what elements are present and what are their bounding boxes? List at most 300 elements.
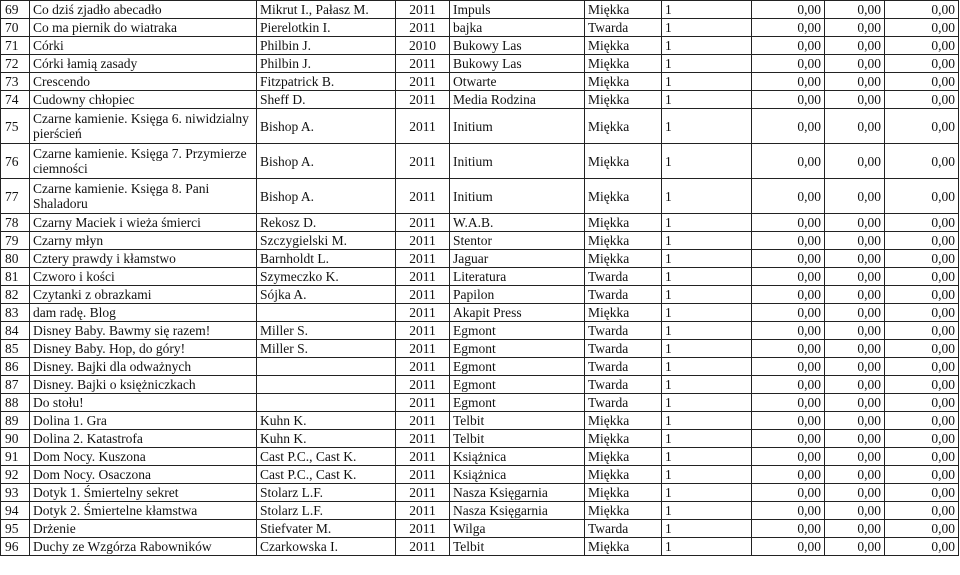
book-title: Co dziś zjadło abecadło xyxy=(30,1,257,19)
amount-2: 0,00 xyxy=(825,448,885,466)
book-title: Disney. Bajki o księżniczkach xyxy=(30,376,257,394)
book-title: Cudowny chłopiec xyxy=(30,91,257,109)
book-title: Co ma piernik do wiatraka xyxy=(30,19,257,37)
book-title: Disney. Bajki dla odważnych xyxy=(30,358,257,376)
amount-3: 0,00 xyxy=(885,1,959,19)
binding-type: Miękka xyxy=(585,250,662,268)
row-number: 70 xyxy=(1,19,30,37)
amount-2: 0,00 xyxy=(825,286,885,304)
amount-2: 0,00 xyxy=(825,37,885,55)
amount-2: 0,00 xyxy=(825,179,885,214)
row-number: 86 xyxy=(1,358,30,376)
quantity: 1 xyxy=(662,520,752,538)
amount-3: 0,00 xyxy=(885,73,959,91)
book-author: Stolarz L.F. xyxy=(257,484,396,502)
amount-3: 0,00 xyxy=(885,37,959,55)
publication-year: 2011 xyxy=(396,520,450,538)
publisher: Egmont xyxy=(450,340,585,358)
amount-1: 0,00 xyxy=(752,538,825,556)
amount-1: 0,00 xyxy=(752,376,825,394)
book-author: Cast P.C., Cast K. xyxy=(257,466,396,484)
quantity: 1 xyxy=(662,268,752,286)
publisher: Bukowy Las xyxy=(450,37,585,55)
amount-1: 0,00 xyxy=(752,520,825,538)
amount-3: 0,00 xyxy=(885,340,959,358)
quantity: 1 xyxy=(662,358,752,376)
book-author: Miller S. xyxy=(257,322,396,340)
binding-type: Miękka xyxy=(585,538,662,556)
row-number: 83 xyxy=(1,304,30,322)
amount-1: 0,00 xyxy=(752,1,825,19)
binding-type: Twarda xyxy=(585,376,662,394)
amount-2: 0,00 xyxy=(825,520,885,538)
amount-1: 0,00 xyxy=(752,286,825,304)
row-number: 74 xyxy=(1,91,30,109)
book-title: Drżenie xyxy=(30,520,257,538)
book-author: Bishop A. xyxy=(257,179,396,214)
publisher: Literatura xyxy=(450,268,585,286)
publication-year: 2011 xyxy=(396,538,450,556)
amount-2: 0,00 xyxy=(825,466,885,484)
publication-year: 2011 xyxy=(396,484,450,502)
book-title: Crescendo xyxy=(30,73,257,91)
amount-2: 0,00 xyxy=(825,502,885,520)
book-author: Philbin J. xyxy=(257,37,396,55)
amount-2: 0,00 xyxy=(825,91,885,109)
book-title: Córki łamią zasady xyxy=(30,55,257,73)
quantity: 1 xyxy=(662,250,752,268)
quantity: 1 xyxy=(662,340,752,358)
quantity: 1 xyxy=(662,412,752,430)
amount-1: 0,00 xyxy=(752,144,825,179)
book-author xyxy=(257,304,396,322)
binding-type: Miękka xyxy=(585,412,662,430)
amount-3: 0,00 xyxy=(885,430,959,448)
amount-3: 0,00 xyxy=(885,412,959,430)
amount-1: 0,00 xyxy=(752,91,825,109)
row-number: 81 xyxy=(1,268,30,286)
table-row xyxy=(1,19,959,37)
quantity: 1 xyxy=(662,430,752,448)
quantity: 1 xyxy=(662,37,752,55)
table-row xyxy=(1,37,959,55)
amount-1: 0,00 xyxy=(752,250,825,268)
binding-type: Twarda xyxy=(585,340,662,358)
row-number: 85 xyxy=(1,340,30,358)
book-title: Dom Nocy. Osaczona xyxy=(30,466,257,484)
publisher: Stentor xyxy=(450,232,585,250)
amount-3: 0,00 xyxy=(885,538,959,556)
binding-type: Miękka xyxy=(585,430,662,448)
amount-3: 0,00 xyxy=(885,394,959,412)
quantity: 1 xyxy=(662,109,752,144)
binding-type: Miękka xyxy=(585,232,662,250)
publication-year: 2011 xyxy=(396,304,450,322)
row-number: 78 xyxy=(1,214,30,232)
row-number: 72 xyxy=(1,55,30,73)
row-number: 79 xyxy=(1,232,30,250)
row-number: 91 xyxy=(1,448,30,466)
publication-year: 2011 xyxy=(396,19,450,37)
quantity: 1 xyxy=(662,502,752,520)
amount-2: 0,00 xyxy=(825,1,885,19)
amount-2: 0,00 xyxy=(825,304,885,322)
amount-1: 0,00 xyxy=(752,394,825,412)
publisher: Telbit xyxy=(450,538,585,556)
table-row xyxy=(1,448,959,466)
amount-2: 0,00 xyxy=(825,484,885,502)
book-author: Fitzpatrick B. xyxy=(257,73,396,91)
binding-type: Twarda xyxy=(585,520,662,538)
book-author xyxy=(257,394,396,412)
amount-2: 0,00 xyxy=(825,394,885,412)
table-row xyxy=(1,394,959,412)
amount-2: 0,00 xyxy=(825,55,885,73)
publisher: Egmont xyxy=(450,376,585,394)
table-row xyxy=(1,304,959,322)
book-title: Dom Nocy. Kuszona xyxy=(30,448,257,466)
publisher: Egmont xyxy=(450,358,585,376)
publication-year: 2011 xyxy=(396,179,450,214)
amount-3: 0,00 xyxy=(885,250,959,268)
publication-year: 2011 xyxy=(396,73,450,91)
publication-year: 2011 xyxy=(396,55,450,73)
publisher: Initium xyxy=(450,109,585,144)
publication-year: 2011 xyxy=(396,502,450,520)
amount-1: 0,00 xyxy=(752,340,825,358)
binding-type: Miękka xyxy=(585,55,662,73)
table-row xyxy=(1,109,959,144)
amount-2: 0,00 xyxy=(825,412,885,430)
quantity: 1 xyxy=(662,91,752,109)
binding-type: Miękka xyxy=(585,502,662,520)
table-row xyxy=(1,250,959,268)
table-row xyxy=(1,376,959,394)
book-title: Dolina 2. Katastrofa xyxy=(30,430,257,448)
publisher: Bukowy Las xyxy=(450,55,585,73)
amount-3: 0,00 xyxy=(885,109,959,144)
row-number: 93 xyxy=(1,484,30,502)
publisher: Egmont xyxy=(450,394,585,412)
row-number: 76 xyxy=(1,144,30,179)
amount-2: 0,00 xyxy=(825,250,885,268)
table-row xyxy=(1,412,959,430)
book-author: Sheff D. xyxy=(257,91,396,109)
publication-year: 2011 xyxy=(396,448,450,466)
publication-year: 2011 xyxy=(396,340,450,358)
amount-1: 0,00 xyxy=(752,179,825,214)
quantity: 1 xyxy=(662,179,752,214)
quantity: 1 xyxy=(662,538,752,556)
publication-year: 2011 xyxy=(396,250,450,268)
binding-type: Twarda xyxy=(585,358,662,376)
book-title: Czarny Maciek i wieża śmierci xyxy=(30,214,257,232)
table-row xyxy=(1,484,959,502)
publication-year: 2011 xyxy=(396,358,450,376)
table-row xyxy=(1,286,959,304)
row-number: 94 xyxy=(1,502,30,520)
book-author: Szymeczko K. xyxy=(257,268,396,286)
book-title: dam radę. Blog xyxy=(30,304,257,322)
quantity: 1 xyxy=(662,484,752,502)
quantity: 1 xyxy=(662,286,752,304)
table-row xyxy=(1,502,959,520)
book-author: Kuhn K. xyxy=(257,412,396,430)
binding-type: Twarda xyxy=(585,322,662,340)
book-author: Bishop A. xyxy=(257,109,396,144)
publication-year: 2011 xyxy=(396,214,450,232)
publisher: Książnica xyxy=(450,466,585,484)
book-title: Czarne kamienie. Księga 6. niwidzialny pierścień xyxy=(30,109,257,144)
table-row xyxy=(1,73,959,91)
book-title: Czytanki z obrazkami xyxy=(30,286,257,304)
amount-1: 0,00 xyxy=(752,358,825,376)
amount-1: 0,00 xyxy=(752,19,825,37)
binding-type: Miękka xyxy=(585,91,662,109)
row-number: 96 xyxy=(1,538,30,556)
amount-2: 0,00 xyxy=(825,19,885,37)
table-row xyxy=(1,179,959,214)
publication-year: 2011 xyxy=(396,1,450,19)
publisher: Nasza Księgarnia xyxy=(450,502,585,520)
amount-2: 0,00 xyxy=(825,144,885,179)
publication-year: 2011 xyxy=(396,430,450,448)
publication-year: 2011 xyxy=(396,91,450,109)
book-author: Stolarz L.F. xyxy=(257,502,396,520)
binding-type: Miękka xyxy=(585,109,662,144)
amount-1: 0,00 xyxy=(752,214,825,232)
publisher: Initium xyxy=(450,179,585,214)
amount-3: 0,00 xyxy=(885,19,959,37)
row-number: 71 xyxy=(1,37,30,55)
quantity: 1 xyxy=(662,448,752,466)
row-number: 87 xyxy=(1,376,30,394)
quantity: 1 xyxy=(662,466,752,484)
amount-2: 0,00 xyxy=(825,376,885,394)
book-title: Córki xyxy=(30,37,257,55)
amount-2: 0,00 xyxy=(825,538,885,556)
amount-3: 0,00 xyxy=(885,286,959,304)
row-number: 95 xyxy=(1,520,30,538)
row-number: 90 xyxy=(1,430,30,448)
book-author: Bishop A. xyxy=(257,144,396,179)
row-number: 75 xyxy=(1,109,30,144)
book-title: Czarne kamienie. Księga 8. Pani Shaladoru xyxy=(30,179,257,214)
amount-2: 0,00 xyxy=(825,109,885,144)
amount-2: 0,00 xyxy=(825,214,885,232)
amount-3: 0,00 xyxy=(885,448,959,466)
table-body xyxy=(1,1,959,556)
table-row xyxy=(1,1,959,19)
book-title: Dotyk 2. Śmiertelne kłamstwa xyxy=(30,502,257,520)
amount-1: 0,00 xyxy=(752,304,825,322)
book-author: Barnholdt L. xyxy=(257,250,396,268)
book-author: Kuhn K. xyxy=(257,430,396,448)
publication-year: 2011 xyxy=(396,394,450,412)
row-number: 80 xyxy=(1,250,30,268)
amount-1: 0,00 xyxy=(752,37,825,55)
amount-1: 0,00 xyxy=(752,448,825,466)
table-row xyxy=(1,91,959,109)
book-author xyxy=(257,376,396,394)
book-author: Czarkowska I. xyxy=(257,538,396,556)
book-author: Cast P.C., Cast K. xyxy=(257,448,396,466)
amount-1: 0,00 xyxy=(752,466,825,484)
publication-year: 2011 xyxy=(396,144,450,179)
publisher: Impuls xyxy=(450,1,585,19)
publication-year: 2011 xyxy=(396,322,450,340)
table-row xyxy=(1,55,959,73)
book-title: Czarny młyn xyxy=(30,232,257,250)
quantity: 1 xyxy=(662,232,752,250)
quantity: 1 xyxy=(662,376,752,394)
amount-3: 0,00 xyxy=(885,304,959,322)
row-number: 82 xyxy=(1,286,30,304)
amount-2: 0,00 xyxy=(825,340,885,358)
table-row xyxy=(1,520,959,538)
binding-type: Twarda xyxy=(585,394,662,412)
amount-3: 0,00 xyxy=(885,322,959,340)
quantity: 1 xyxy=(662,55,752,73)
publisher: Papilon xyxy=(450,286,585,304)
publication-year: 2010 xyxy=(396,37,450,55)
publisher: Telbit xyxy=(450,430,585,448)
amount-3: 0,00 xyxy=(885,91,959,109)
quantity: 1 xyxy=(662,1,752,19)
quantity: 1 xyxy=(662,144,752,179)
binding-type: Twarda xyxy=(585,286,662,304)
binding-type: Twarda xyxy=(585,19,662,37)
publisher: Otwarte xyxy=(450,73,585,91)
amount-3: 0,00 xyxy=(885,466,959,484)
quantity: 1 xyxy=(662,322,752,340)
amount-3: 0,00 xyxy=(885,214,959,232)
amount-3: 0,00 xyxy=(885,232,959,250)
quantity: 1 xyxy=(662,19,752,37)
amount-1: 0,00 xyxy=(752,73,825,91)
amount-1: 0,00 xyxy=(752,430,825,448)
publisher: Jaguar xyxy=(450,250,585,268)
book-author: Philbin J. xyxy=(257,55,396,73)
table-row xyxy=(1,358,959,376)
book-author: Szczygielski M. xyxy=(257,232,396,250)
table-row xyxy=(1,232,959,250)
binding-type: Miękka xyxy=(585,1,662,19)
table-row xyxy=(1,430,959,448)
amount-2: 0,00 xyxy=(825,73,885,91)
book-title: Czworo i kości xyxy=(30,268,257,286)
binding-type: Miękka xyxy=(585,448,662,466)
publisher: Initium xyxy=(450,144,585,179)
amount-1: 0,00 xyxy=(752,55,825,73)
amount-1: 0,00 xyxy=(752,232,825,250)
book-author: Rekosz D. xyxy=(257,214,396,232)
binding-type: Miękka xyxy=(585,214,662,232)
amount-1: 0,00 xyxy=(752,322,825,340)
publisher: Akapit Press xyxy=(450,304,585,322)
binding-type: Miękka xyxy=(585,73,662,91)
amount-3: 0,00 xyxy=(885,144,959,179)
publication-year: 2011 xyxy=(396,286,450,304)
publisher: Wilga xyxy=(450,520,585,538)
quantity: 1 xyxy=(662,394,752,412)
table-row xyxy=(1,268,959,286)
amount-1: 0,00 xyxy=(752,109,825,144)
book-title: Disney Baby. Hop, do góry! xyxy=(30,340,257,358)
row-number: 73 xyxy=(1,73,30,91)
publication-year: 2011 xyxy=(396,109,450,144)
publisher: Media Rodzina xyxy=(450,91,585,109)
publication-year: 2011 xyxy=(396,466,450,484)
book-title: Cztery prawdy i kłamstwo xyxy=(30,250,257,268)
publication-year: 2011 xyxy=(396,412,450,430)
row-number: 89 xyxy=(1,412,30,430)
amount-1: 0,00 xyxy=(752,484,825,502)
amount-1: 0,00 xyxy=(752,502,825,520)
publisher: bajka xyxy=(450,19,585,37)
publisher: Książnica xyxy=(450,448,585,466)
amount-3: 0,00 xyxy=(885,358,959,376)
binding-type: Twarda xyxy=(585,268,662,286)
row-number: 69 xyxy=(1,1,30,19)
amount-2: 0,00 xyxy=(825,322,885,340)
book-title: Do stołu! xyxy=(30,394,257,412)
quantity: 1 xyxy=(662,73,752,91)
amount-3: 0,00 xyxy=(885,179,959,214)
quantity: 1 xyxy=(662,214,752,232)
book-title: Duchy ze Wzgórza Rabowników xyxy=(30,538,257,556)
book-title: Disney Baby. Bawmy się razem! xyxy=(30,322,257,340)
amount-3: 0,00 xyxy=(885,484,959,502)
book-title: Czarne kamienie. Księga 7. Przymierze ciemności xyxy=(30,144,257,179)
row-number: 77 xyxy=(1,179,30,214)
table-row xyxy=(1,466,959,484)
amount-3: 0,00 xyxy=(885,502,959,520)
book-author: Stiefvater M. xyxy=(257,520,396,538)
row-number: 92 xyxy=(1,466,30,484)
binding-type: Miękka xyxy=(585,179,662,214)
table-row xyxy=(1,538,959,556)
amount-2: 0,00 xyxy=(825,232,885,250)
book-author: Sójka A. xyxy=(257,286,396,304)
amount-2: 0,00 xyxy=(825,268,885,286)
book-author xyxy=(257,358,396,376)
table-row xyxy=(1,340,959,358)
binding-type: Miękka xyxy=(585,484,662,502)
amount-3: 0,00 xyxy=(885,376,959,394)
amount-1: 0,00 xyxy=(752,268,825,286)
quantity: 1 xyxy=(662,304,752,322)
book-author: Miller S. xyxy=(257,340,396,358)
publisher: Egmont xyxy=(450,322,585,340)
publisher: Telbit xyxy=(450,412,585,430)
book-title: Dolina 1. Gra xyxy=(30,412,257,430)
table-row xyxy=(1,144,959,179)
publisher: W.A.B. xyxy=(450,214,585,232)
book-title: Dotyk 1. Śmiertelny sekret xyxy=(30,484,257,502)
binding-type: Miękka xyxy=(585,144,662,179)
binding-type: Miękka xyxy=(585,37,662,55)
book-author: Mikrut I., Pałasz M. xyxy=(257,1,396,19)
amount-2: 0,00 xyxy=(825,430,885,448)
amount-3: 0,00 xyxy=(885,520,959,538)
amount-1: 0,00 xyxy=(752,412,825,430)
amount-3: 0,00 xyxy=(885,268,959,286)
publication-year: 2011 xyxy=(396,376,450,394)
binding-type: Miękka xyxy=(585,466,662,484)
book-author: Pierelotkin I. xyxy=(257,19,396,37)
row-number: 88 xyxy=(1,394,30,412)
